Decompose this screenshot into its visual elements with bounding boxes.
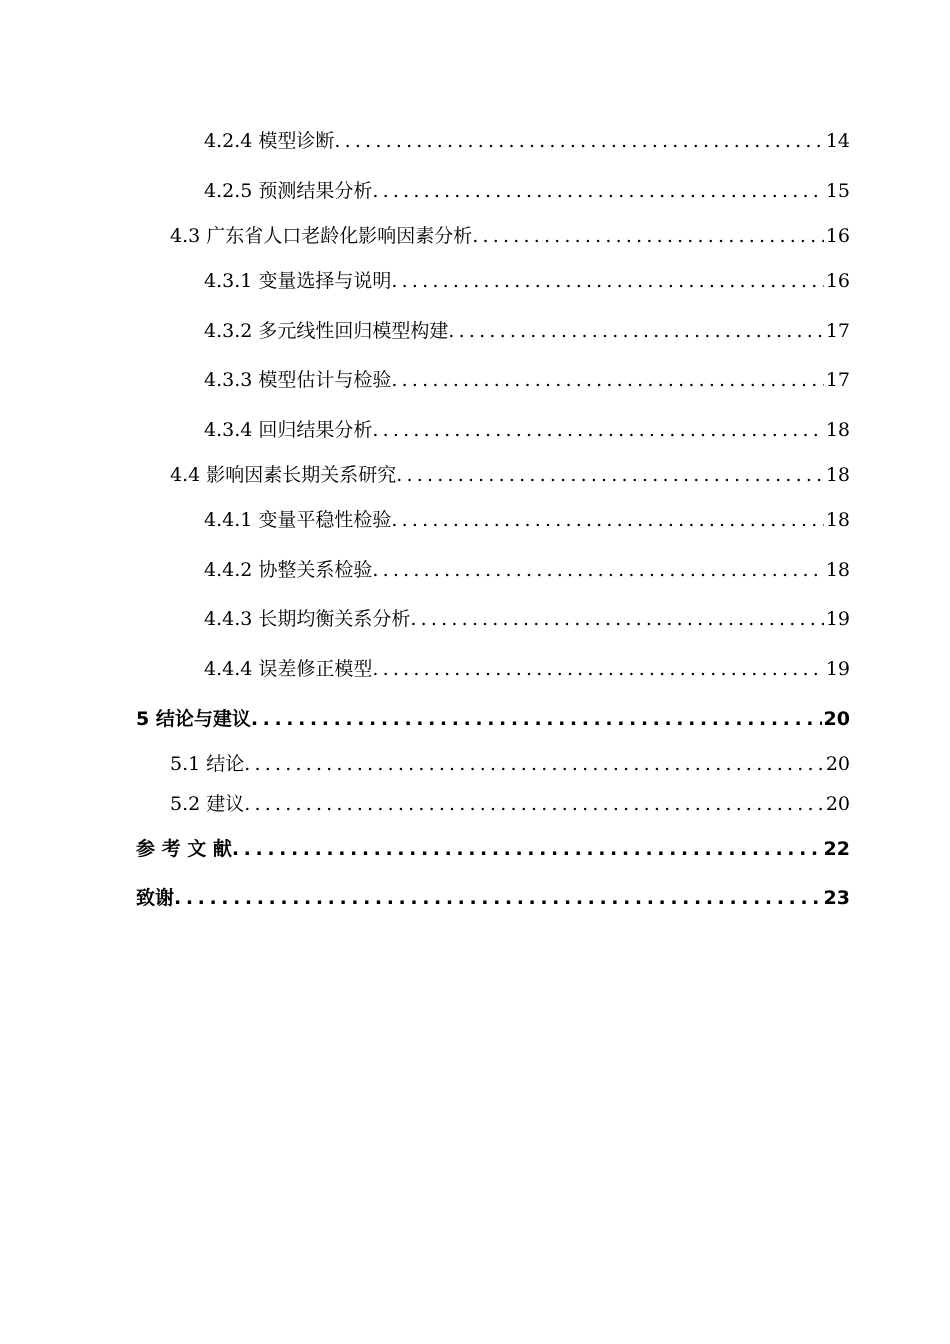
dot-leader	[232, 837, 822, 861]
toc-page-number: 18	[825, 464, 850, 486]
toc-page-number: 22	[823, 838, 850, 860]
toc-page-number: 18	[825, 509, 850, 531]
dot-leader	[396, 463, 824, 487]
toc-entry-5[interactable]	[136, 707, 850, 731]
dot-leader	[391, 368, 823, 392]
dot-leader	[448, 319, 823, 343]
dot-leader	[372, 558, 823, 582]
toc-entry-label: 5 结论与建议	[136, 708, 251, 730]
toc-entry-4-4-4[interactable]	[204, 657, 850, 681]
toc-page-number: 23	[823, 887, 850, 909]
toc-entry-4-4-2[interactable]	[204, 558, 850, 582]
toc-entry-label: 4.2.4 模型诊断	[204, 130, 335, 152]
dot-leader	[174, 886, 822, 910]
toc-entry-label: 4.4.2 协整关系检验	[204, 559, 373, 581]
toc-entry-label: 5.1 结论	[170, 753, 245, 775]
toc-entry-4-4-1[interactable]	[204, 508, 850, 532]
toc-entry-label: 5.2 建议	[170, 793, 245, 815]
toc-entry-label: 致谢	[136, 887, 175, 909]
dot-leader	[372, 418, 823, 442]
toc-entry-4-3-4[interactable]	[204, 418, 850, 442]
toc-page-number: 19	[825, 608, 850, 630]
toc-entry-label: 4.3.3 模型估计与检验	[204, 369, 392, 391]
toc-page-number: 20	[825, 793, 850, 815]
toc-page-number: 20	[825, 753, 850, 775]
dot-leader	[244, 792, 824, 816]
toc-page-number: 20	[823, 708, 850, 730]
toc-page-number: 17	[825, 369, 850, 391]
toc-entry-label: 参 考 文 献	[136, 838, 232, 860]
dot-leader	[334, 129, 823, 153]
toc-entry-label: 4.2.5 预测结果分析	[204, 180, 373, 202]
dot-leader	[391, 269, 823, 293]
toc-entry-4-3-2[interactable]	[204, 319, 850, 343]
dot-leader	[472, 224, 824, 248]
toc-entry-5-2[interactable]	[170, 792, 850, 816]
toc-page-number: 18	[825, 559, 850, 581]
dot-leader	[410, 607, 823, 631]
toc-entry-label: 4.4.1 变量平稳性检验	[204, 509, 392, 531]
toc-entry-label: 4.4.3 长期均衡关系分析	[204, 608, 411, 630]
toc-page-number: 19	[825, 658, 850, 680]
toc-entry-label: 4.4.4 误差修正模型	[204, 658, 373, 680]
toc-page-number: 18	[825, 419, 850, 441]
toc-page-number: 17	[825, 320, 850, 342]
toc-entry-references[interactable]	[136, 837, 850, 861]
toc-entry-5-1[interactable]	[170, 752, 850, 776]
dot-leader	[372, 657, 823, 681]
toc-entry-4-3-3[interactable]	[204, 368, 850, 392]
dot-leader	[372, 179, 823, 203]
toc-entry-label: 4.3.1 变量选择与说明	[204, 270, 392, 292]
toc-entry-label: 4.3 广东省人口老龄化影响因素分析	[170, 225, 473, 247]
toc-page-number: 14	[825, 130, 850, 152]
toc-entry-acknowledgements[interactable]	[136, 886, 850, 910]
dot-leader	[244, 752, 824, 776]
toc-entry-4-4[interactable]	[170, 463, 850, 487]
toc-entry-4-2-5[interactable]	[204, 179, 850, 203]
toc-entry-4-3-1[interactable]	[204, 269, 850, 293]
toc-entry-label: 4.3.4 回归结果分析	[204, 419, 373, 441]
toc-entry-4-2-4[interactable]	[204, 129, 850, 153]
toc-entry-4-3[interactable]	[170, 224, 850, 248]
toc-entry-label: 4.4 影响因素长期关系研究	[170, 464, 397, 486]
toc-page-number: 16	[825, 270, 850, 292]
toc-entry-label: 4.3.2 多元线性回归模型构建	[204, 320, 449, 342]
toc-page-number: 16	[825, 225, 850, 247]
dot-leader	[391, 508, 823, 532]
dot-leader	[251, 707, 822, 731]
toc-page-number: 15	[825, 180, 850, 202]
toc-entry-4-4-3[interactable]	[204, 607, 850, 631]
